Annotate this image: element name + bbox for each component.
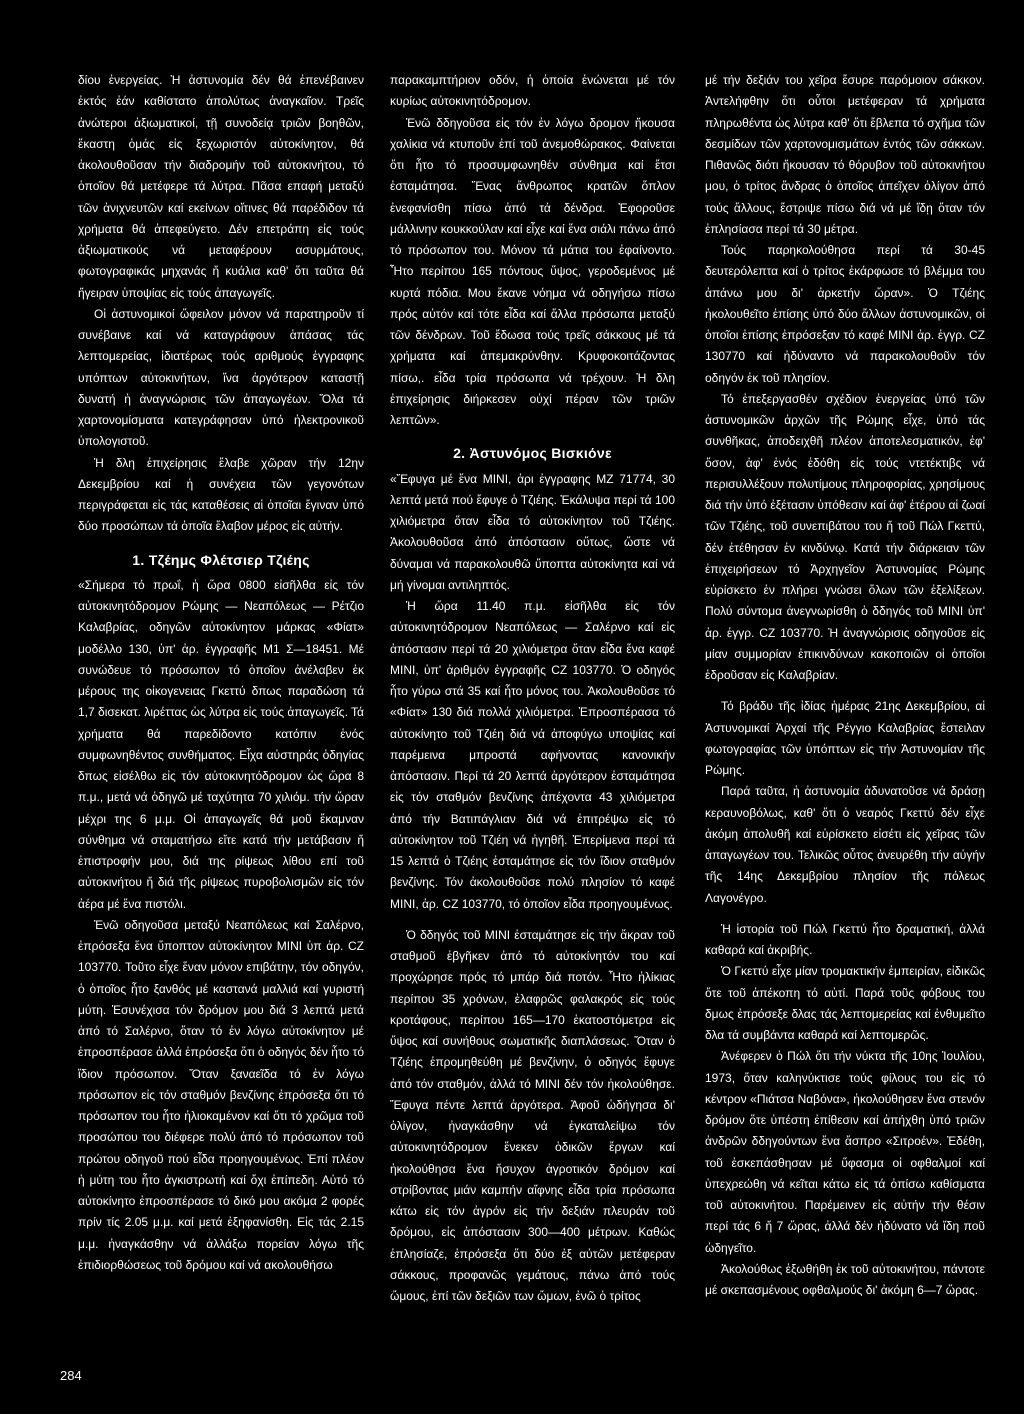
paragraph: μέ τήν δεξιάν του χεῖρα ἔσυρε παρόμοιον σάκκον. Ἀντελήφθην ὅτι οὗτοι μετέφεραν τά χρήματα πληρωθέντα ὡς λύτρα καθ' ὅτι ἔβλεπα τό σχῆμα τῶν δεσμίδων τῶν χαρτονομισμάτων ἐντός τῶν σάκκων. Πιθανῶς διότι ἤκουσαν τό θόρυβον τοῦ αὐτοκινήτου μου, ὁ τρίτος ἄνδρας ὁ ὁποῖος ἀπεῖχεν ὀλίγον ἀπό τούς ἄλλους, ἔστριψε πίσω διά νά μέ ἴδῃ ὅταν τόν ἐπλησίασα περί τά 30 μέτρα. — [705, 73, 985, 236]
paragraph: Ἡ ὥρα 11.40 π.μ. εἰσῆλθα εἰς τόν αὐτοκινητόδρομον Νεαπόλεως — Σαλέρνο καί εἰς ἀπόστασιν περί τά 20 χιλιόμετρα ὅταν εἶδα ἕνα καφέ MINI, ὑπ' ἀριθμόν ἐγγραφῆς CZ 103770. Ὁ οδηγός ἦτο γύρω στά 35 καί ἦτο μόνος του. Ἀκολουθοῦσε τό «Φίατ» 130 διά πολλά χιλιόμετρα. Ἐπροσπέρασα τό αὐτοκίνητο τοῦ Τζιέη διά νά ἀποφύγω υποψίας καί παρέμεινα μπροστά αφήνοντας κανονικήν ἀπόστασιν. Περί τά 20 λεπτά ἀργότερον ἐσταμάτησα εἰς τόν σταθμόν βενζίνης ἀπέχοντα 43 χιλιόμετρα ἀπό τήν Βατιπάγλιαν διά νά ἐπιτρέψω εἰς τό αὐτοκίνητον τοῦ Τζιέη νά ἠγηθῆ. Ἐπερίμενα περί τά 15 λεπτά ὁ Τζιέης ἐσταμάτησε εἰς τόν ἴδιον σταθμόν βενζίνης. Τόν ἀκολουθοῦσε πολύ πλησίον τό καφέ MINI, ἀρ. CZ 103770, τό ὁποῖον εἶδα προηγουμένως. — [390, 599, 675, 911]
section-heading: 2. Ἀστυνόμος Βισκιόνε — [453, 445, 612, 462]
paragraph: Ὁ δδηγός τοῦ MINI ἐσταμάτησε εἰς τήν ἄκραν τοῦ σταθμοῦ ἐβγῆκεν ἀπό τό αὐτοκίνητόν του καί προχώρησε πρός τό μπάρ διά ποτόν. Ἦτο ἡλίκιας περίπου 35 χρόνων, ἐλαφρῶς φαλακρός εἰς τούς κροτάφους, περίπου 165—170 ἑκατοστόμετρα εἰς ὕψος καί συνήθους σωματικῆς διαπλάσεως. Ὅταν ὁ Τζιέης ἐπρομηθεύθη μέ βενζίνην, ὁ οδηγός ἔφυγε ἀπό τόν σταθμόν, ἀλλά τό MINI δέν τόν ἠκολούθησε. Ἔφυγα πέντε λεπτά ἀργότερα. Ἀφοῦ ὡδήγησα δι' ὀλίγον, ἠναγκάσθην νά ἐγκαταλείψω τόν αὐτοκινητόδρομον ἕνεκεν ὁδικῶν ἔργων καί ἠκολούθησα ἕνα ἥσυχον ἀγροτικόν δρόμον καί στρίβοντας μιάν καμπήν αἴφνης εἶδα τρία πρόσωπα κάτω εἰς τόν ἀγρόν εἰς τήν δεξιάν πλευράν τοῦ δρόμου, εἰς ἀπόστασιν 300—400 μέτρων. Καθώς ἐπλησίαζε, ἐπρόσεξα ὅτι δύο ἐξ αὐτῶν μετέφεραν σάκκους, προφανῶς γεμάτους, πάνω ἀπό τούς ὤμους, ἐπί τῶν δεξιῶν των ὤμων, ἐνῶ ὁ τρίτος — [390, 927, 675, 1303]
column-middle — [390, 70, 675, 1307]
paragraph: Τούς παρηκολούθησα περί τά 30-45 δευτερόλεπτα καί ὁ τρίτος ἐκάρφωσε τό βλέμμα του ἀπάνω μου δι' ἀρκετήν ὥραν». Ὁ Τζιέης ἠκολουθεῖτο ἐπίσης ὑπό δύο ἄλλων ἀστυνομικῶν, οἱ ὁποῖοι ἐπίσης ἐπρόσεξαν τό καφέ MINI ἀρ. ἐγγρ. CZ 130770 καί ἠδύναντο νά παρακολουθοῦν τόν οδηγόν ἐκ τοῦ πλησίον. — [705, 243, 985, 385]
paragraph: Ἐνῶ οδηγοῦσα μεταξύ Νεαπόλεως καί Σαλέρνο, ἐπρόσεξα ἕνα ὕποπτον αὐτοκίνητον MINI ὑπ ἀρ. CZ 103770. Τοῦτο εἶχε ἕναν μόνον επιβάτην, τόν οδηγόν, ὁ ὁποῖος ἦτο ξανθός μέ καστανά μαλλιά καί γυριστή μύτη. Ἐσυνέχισα τόν δρόμον μου διά 3 λεπτά μετά ἀπό τό Σαλέρνο, ὅταν τό ἐν λόγω αὐτοκίνητον μέ ἐπροσπέρασε ἀλλά ἐπρόσεξα ὅτι ὁ οδηγός δέν ἦτο τό ἴδιον πρόσωπον. Ὅταν ξαναεῖδα τό ἐν λόγω πρόσωπον εἰς τόν σταθμόν βενζίνης ἐπρόσεξα ὅτι τό πρόσωπον του ἦτο ἠλιοκαμένον καί ὅτι τό χρῶμα τοῦ προσώπου του διέφερε πολύ ἀπό τό πρόσωπον τοῦ πρώτου οδηγοῦ πού εἶδα προηγουμένως. Ἐπί πλέον ἡ μύτη του ἦτο ἀγκιστρωτή καί ὄχι ἐπίπεδη. Αὐτό τό αὐτοκίνητο ἐπροσπέρασε τό δικό μου ακόμα 2 φορές πρίν τίς 2.05 μ.μ. καί μετά ἐξηφανίσθη. Εἰς τάς 2.15 μ.μ. ἠναγκάσθην νά ἀλλάξω πορείαν λόγω τῆς ἐπιδιορθώσεως τοῦ δρόμου καί νά ακολουθήσω — [78, 917, 364, 1272]
paragraph: Τό βράδυ τῆς ἰδίας ἡμέρας 21ης Δεκεμβρίου, αἱ Ἀστυνομικαί Ἀρχαί τῆς Ρέγγιο Καλαβρίας ἔστειλαν φωτογραφίας τῶν ὑπόπτων εἰς τήν Ἀστυνομίαν τῆς Ρώμης. — [705, 699, 985, 777]
paragraph: Ἐνῶ δδηγοῦσα εἰς τόν ἐν λόγω δρομον ἤκουσα χαλίκια νά κτυποῦν ἐπί τοῦ ἀνεμοθώρακος. Φαίνεται ὅτι ἦτο τό προσυμφωνηθέν σύνθημα καί ἔτσι ἐσταμάτησα. Ἕνας ἄνθρωπος κρατῶν ὅπλον ἐνεφανίσθη πίσω ἀπό τά δένδρα. Ἐφοροῦσε μάλλινην κουκκούλαν καί εἶχε καί ἕνα σιάλι πάνω ἀπό τό πρόσωπον του. Μόνον τά μάτια του ἐφαίνοντο. Ἦτο περίπου 165 πόντους ὕψος, γεροδεμένος μέ κυρτά πόδια. Μου ἔκανε νόημα νά οδηγήσω πίσω πρός αὐτόν καί τότε εἶδα καί ἄλλα πρόσωπα μεταξύ τῶν δένδρων. Τοῦ ἔδωσα τούς τρεῖς σάκκους μέ τά χρήματα καί ἀπεμακρύνθην. Κρυφοκοιτάζοντας πίσω,. εἶδα τρία πρόσωπα νά τρέχουν. Ἡ δλη ἐπιχείρησις διήρκεσεν οὐχί πέραν τῶν τριῶν λεπτῶν». — [390, 115, 675, 427]
paragraph: Ὁ Γκεττύ εἶχε μίαν τρομακτικήν ἐμπειρίαν, εἰδικῶς ὅτε τοῦ ἀπέκοπη τό αὐτί. Παρά τοῦς φόβους του δμως ἐπρόσεξε δλας τάς λεπτομερείας καί ἐνθυμεῖτο δλα τά συμβάντα καθαρά καί λεπτομερῶς. — [705, 964, 985, 1042]
paragraph: Ἀκολούθως ἐξωθήθη ἐκ τοῦ αὐτοκινήτου, πάντοτε μέ σκεπασμένους οφθαλμούς δι' ἀκόμη 6—7 ὥρας. — [705, 1261, 985, 1297]
paragraph: παρακαμπτήριον οδόν, ἡ ὁποία ἑνώνεται μέ τόν κυρίως αὐτοκινητόδρομον. — [390, 73, 675, 109]
column-right — [705, 70, 985, 1301]
paragraph: «Σήμερα τό πρωΐ, ἡ ὥρα 0800 εἰσῆλθα εἰς τόν αὐτοκινητόδρομον Ρώμης — Νεαπόλεως — Ρέτζιο Καλαβρίας, οδηγῶν αὐτοκίνητον μάρκας «Φίατ» μοδέλλο 130, ὑπ' ἀρ. ἐγγραφῆς Μ1 Σ—18451. Μέ συνώδευε τό πρόσωπον τό ὁποῖον ἀνέλαβεν ἐκ μέρους της οἰκογενειας Γκεττύ δπως παραδώση τά 1,7 δισεκατ. λιρέττας ὡς λύτρα εἰς τούς ἀπαγωγεῖς. Τά χρήματα θά παρεδίδοντο κατόπιν ἑνός συμφωνηθέντος συνθήματος. Εἶχα αὐστηράς ὁδηγίας δπως εἰσέλθω εἰς τόν αὐτοκινητόδρομον ὡς ὥρα 8 π.μ., μετά νά ὁδηγῶ μέ ταχύτητα 70 χιλιόμ. τήν ὥραν μέχρι της 6 μ.μ. Οἱ ἀπαγωγεῖς θά μοῦ ἔκαμναν σύνθημα νά σταματήσω εἴτε κατά τήν μετάβασιν ἤ ἐπιστροφήν μου, διά της ρίψεως λίθου επί τοῦ αὐτοκινήτου ἤ διά τῆς ρίψεως πυροβολισμῶν εἰς τόν ἀέρα μέ ἕνα πιστόλι. — [78, 577, 364, 911]
paragraph: Ἡ ἱστορία τοῦ Πώλ Γκεττύ ἦτο δραματική, ἀλλά καθαρά καί ἀκριβής. — [705, 921, 985, 957]
page-number: 284 — [60, 1368, 82, 1383]
paragraph: δίου ἐνεργείας. Ἡ ἀστυνομία δέν θά ἐπενέβαινεν ἐκτός ἐάν καθίστατο ἀπολύτως ἀναγκαῖον. Τρεῖς ἀνώτεροι ἀξιωματικοί, τῇ συνοδείᾳ τριῶν βοηθῶν, ἕκαστη ὁμάς εἰς ξεχωριστόν αὐτοκίνητον, θά ἀκολουθοῦσαν τήν διαδρομήν τοῦ αὐτοκινήτου, τό ὁποῖον θά μετέφερε τά λύτρα. Πᾶσα επαφή μεταξύ τῶν ἀνιχνευτῶν καί εκείνων οἵτινες θά παρέδιδον τά χρήματα θά ἀπεφεύγετο. Δέν επετράπη εἰς τούς ἀξιωματικούς νά μεταφέρουν ασυρμάτους, φωτογραφικάς μηχανάς ἤ κυάλια καθ' ὅτι ταῦτα θά ἤγειραν ὑποψίας εἰς τούς ἀπαγωγεῖς. — [78, 73, 364, 300]
paragraph: Οἱ ἀστυνομικοί ὤφειλον μόνον νά παρατηροῦν τί συνέβαινε καί νά καταγράφουν ἁπάσας τάς λεπτομερείας, ἰδιατέρως τούς αριθμούς ἐγγραφης υπόπτων αὐτοκινήτων, ἵνα ἀργότερον καταστῇ δυνατή ἡ ἀναγνώρισις τῶν ἀπαγωγέων. Ὅλα τά χαρτονομίσματα κατεγράφησαν ὑπό ἠλεκτρονικοῦ ὑπολογιστοῦ. — [78, 306, 364, 449]
paragraph: Τό ἐπεξεργασθέν σχέδιον ἐνεργείας ὑπό τῶν ἀστυνομικῶν ἀρχῶν τῆς Ρώμης εἶχε, ὑπό τάς συνθῆκας, ἀποδειχθῆ πλέον ἀποτελεσματικόν, ἐφ' ὅσον, ἀφ' ἑνός ἐδόθη εἰς τούς ντετέκτιβς νά περισυλλέξουν πολυτίμους πληροφορίας, χρησίμους διά τήν ὑπό ἐξέτασιν ὑπόθεσιν καί ἀφ' ἑτέρου αἱ ζωαί τῶν Τζιέης, τοῦ συνεπιβάτου του ἤ τοῦ Πώλ Γκεττύ, δέν ἐτέθησαν ἐν κινδύνῳ. Κατά τήν διάρκειαν τῶν ἐπιχειρήσεων τό Ἀρχηγεῖον Ἀστυνομίας Ρώμης εὑρίσκετο ἐν πλήρει γνώσει ὅλων τῶν ἐξελίξεων. Πολύ σύντομα ἀνεγνωρίσθη ὁ δδηγός τοῦ MINI ὑπ' ἀρ. ἐγγρ. CZ 103770. Ἡ ἀναγνώρισις οδηγοῦσε εἰς μίαν συμμορίαν ἐπικινδύνων κακοποιῶν οἱ ὁποῖοι ἑδροῦσαν εἰς Καλαβρίαν. — [705, 391, 985, 682]
paragraph: «Ἔφυγα μέ ἕνα MINI, ἀρι ἐγγραφης MZ 71774, 30 λεπτά μετά πού ἔφυγε ὁ Τζιέης. Ἐκάλυψα περί τά 100 χιλιόμετρα ὅταν εἶδα τό αὐτοκίνητον τοῦ Τζιέης. Ἀκολουθοῦσα ἀπό ἀπόστασιν οὕτως, ὥστε νά δύναμαι νά παρακολουθῶ ὕποπτα αὐτοκίνητα καί νά μή γίνομαι αντιληπτός. — [390, 471, 675, 592]
column-left — [78, 70, 364, 1276]
paragraph: Ἀνέφερεν ὁ Πώλ ὅτι τήν νύκτα τῆς 10ης Ἰουλίου, 1973, ὅταν καληνύκτισε τούς φίλους του εἰς τό κέντρον «Πιάτσα Ναβόνα», ἠκολούθησεν ἕνα στενόν δρόμον ὅτε ὑπέστη ἐπίθεσιν καί ἀπήχθη ὑπό τριῶν ἀνδρῶν δδηγούντων ἕνα ἄσπρο «Σιτροέν». Ἐδέθη, τοῦ ἐσκεπάσθησαν μέ ὕφασμα οἱ οφθαλμοί καί ὑπεχρεώθη νά κεῖται κάτω εἰς τά ὀπίσω καθίσματα τοῦ αὐτοκινήτου. Παρέμεινεν εἰς αὐτήν τήν θέσιν περί τάς 6 ἤ 7 ὥρας, ἀλλά δέν ἠδύνατο νά ἴδη ποῦ ὡδηγεῖτο. — [705, 1049, 985, 1255]
paragraph: Ἡ δλη ἐπιχείρησις ἔλαβε χῶραν τήν 12ην Δεκεμβρίου καί ἡ συνέχεια τῶν γεγονότων περιγράφεται εἰς τάς καταθέσεις αἱ ὁποῖαι ἔγιναν ὑπό δύο προσώπων τά ὁποῖα ἔλαβον μέρος εἰς αὐτήν. — [78, 455, 364, 534]
section-heading: 1. Τζέημς Φλέτσιερ Τζιέης — [132, 551, 310, 568]
paragraph: Παρά ταῦτα, ἡ ἀστυνομία ἀδυνατοῦσε νά δράσῃ κεραυνοβόλως, καθ' ὅτι ὁ νεαρός Γκεττύ δέν εἶχε ἀκόμη ἀπολυθῆ καί εὑρίσκετο εἰσέτι εἰς χεῖρας τῶν ἀπαγωγέων του. Τελικῶς οὗτος ἀνευρέθη τήν αὐγήν τῆς 14ης Δεκεμβρίου πλησίον τῆς πόλεως Λαγονέγρο. — [705, 784, 985, 905]
